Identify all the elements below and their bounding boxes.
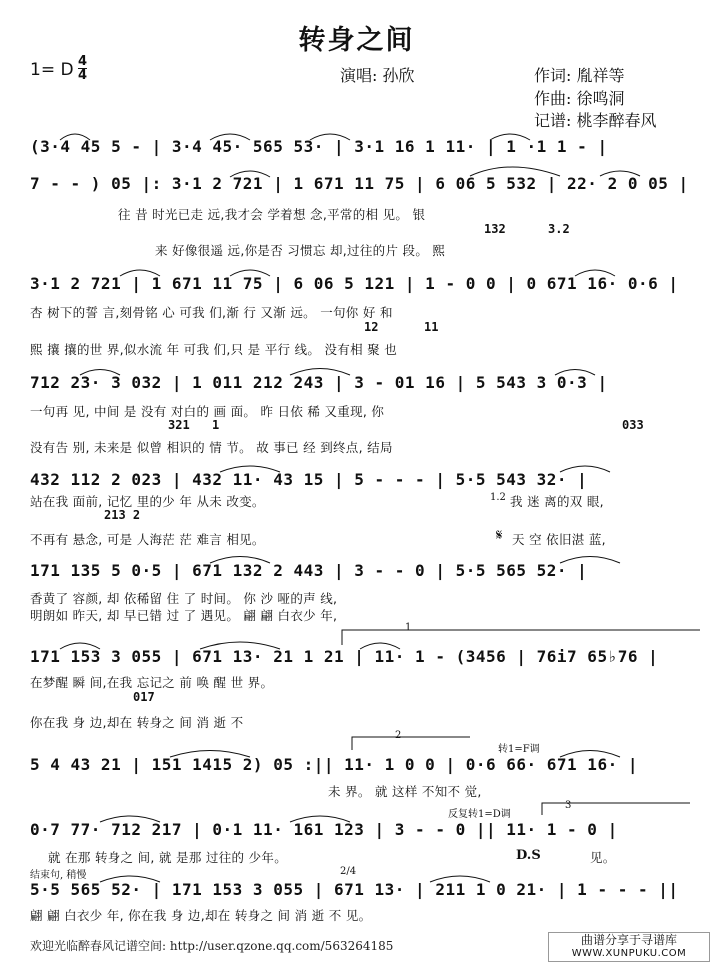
lyric-line-8: 你在我 身 边,却在 转身之 间 消 逝 不 — [30, 715, 244, 730]
slur-mark — [490, 134, 530, 140]
modulation-to-F: 转1=F调 — [498, 744, 540, 755]
slur-mark — [120, 270, 160, 276]
slur-mark — [360, 643, 400, 649]
slur-mark — [200, 642, 280, 649]
slur-mark — [600, 171, 640, 176]
slur-mark — [470, 167, 560, 176]
slur-mark — [555, 370, 595, 376]
slur-mark — [560, 557, 620, 564]
lyricist-credit: 作词: 胤祥等 — [534, 66, 625, 85]
alt-notes-4b: 1 — [212, 418, 220, 432]
welcome-footer: 欢迎光临醉春风记谱空间: http://user.qzone.qq.com/563264185 — [30, 939, 394, 953]
badge-line-2: WWW.XUNPUKU.COM — [571, 948, 687, 959]
lyric-line-6a: 香黄了 容颜, 却 依稀留 住 了 时间。 你 沙 哑的声 线, — [30, 591, 338, 606]
notation-line-10: 0·7 77· 712 217 | 0·1 11· 161 123 | 3 - - 0 || 11· 1 - 0 | — [30, 820, 618, 839]
slur-mark — [430, 876, 490, 882]
notation-line-3: 3·1 2 721 | 1 671 11 75 | 6 06 5 121 | 1 - 0 0 | 0 671 16· 0·6 | — [30, 274, 679, 293]
notation-line-1: (3·4 45 5 - | 3·4 45· 565 53· | 3·1 16 1 11· | 1 ·1 1 - | — [30, 137, 608, 156]
dal-segno-marker: D.S — [516, 848, 541, 863]
slur-mark — [230, 270, 270, 276]
volta-bracket-2 — [352, 737, 470, 750]
alt-notes-5: 213 2 — [104, 508, 141, 522]
notation-line-9: 5 4 43 21 | 151 1415 2) 05 :|| 11· 1 0 0 | 0·6 66· 671 16· | — [30, 755, 638, 774]
slur-mark — [100, 816, 160, 822]
song-title: 转身之间 — [298, 25, 415, 56]
lyric-line-5a: 站在我 面前, 记忆 里的少 年 从未 改变。 — [30, 494, 265, 509]
lyric-line-5a-verse: 我 迷 离的双 眼, — [510, 494, 604, 509]
alt-notes-4c: 033 — [622, 418, 644, 432]
slur-mark — [170, 751, 250, 758]
slur-mark — [210, 134, 250, 140]
lyric-line-4b: 没有告 别, 未来是 似曾 相识的 情 节。 故 事已 经 到终点, 结局 — [30, 440, 393, 455]
slur-mark — [290, 369, 350, 376]
alt-notes-4a: 321 — [168, 418, 190, 432]
transcriber-credit: 记谱: 桃李醉春风 — [534, 111, 657, 130]
time-sig-bottom: 4 — [78, 68, 88, 83]
lyric-line-5b: 不再有 悬念, 可是 人海茫 茫 难言 相见。 — [30, 532, 265, 547]
volta-2-label: 2 — [395, 730, 402, 741]
slur-mark — [290, 816, 350, 822]
notation-line-2: 7 - - ) 05 |: 3·1 2 721 | 1 671 11 75 | 6 06 5 532 | 22· 2 0 05 | — [30, 174, 689, 193]
lyric-line-7a: 在梦醒 瞬 间,在我 忘记之 前 唤 醒 世 界。 — [30, 675, 274, 690]
key-signature: 1= D — [30, 60, 74, 80]
lyric-line-6b: 明朗如 昨天, 却 早已错 过 了 遇见。 翩 翩 白衣少 年, — [30, 608, 338, 623]
time-sig-top: 4 — [78, 54, 88, 69]
time-change-2-4: 2/4 — [340, 866, 357, 877]
volta-1-label: 1 — [405, 622, 412, 633]
notation-line-5: 432 112 2 023 | 432 11· 43 15 | 5 - - - | 5·5 543 32· | — [30, 470, 588, 489]
notation-line-7: 171 153 3 055 | 671 13· 21 1 21 | 11· 1 - (3456 | 76i7 65♭76 | — [30, 647, 659, 666]
lyric-line-10: 就 在那 转身之 间, 就 是那 过往的 少年。 — [48, 850, 287, 865]
volta-1-2-label: 1.2 — [490, 492, 506, 503]
alt-notes-2a: 132 — [484, 222, 506, 236]
badge-line-1: 曲谱分享于寻谱库 — [580, 933, 677, 947]
slur-mark — [220, 466, 280, 472]
slur-mark — [560, 466, 610, 472]
slur-mark — [100, 876, 160, 882]
lyric-line-2b: 来 好像很遥 远,你是否 习惯忘 却,过往的片 段。 熙 — [155, 243, 446, 258]
lyric-line-3a: 杏 树下的誓 言,刻骨铭 心 可我 们,渐 行 又渐 远。 一句你 好 和 — [30, 305, 393, 320]
notation-line-4: 712 23· 3 032 | 1 011 212 243 | 3 - 01 16 | 5 543 3 0·3 | — [30, 373, 608, 392]
slur-mark — [230, 171, 270, 177]
modulation-to-D: 反复转1=D调 — [448, 809, 511, 820]
alt-notes-2b: 3.2 — [548, 222, 570, 236]
lyric-line-11: 翩 翩 白衣少 年, 你在我 身 边,却在 转身之 间 消 逝 不 见。 — [30, 908, 372, 923]
segno-icon: 𝄋 — [496, 526, 503, 544]
notation-line-6: 171 135 5 0·5 | 671 132 2 443 | 3 - - 0 | 5·5 565 52· | — [30, 561, 588, 580]
volta-bracket-3 — [542, 803, 690, 815]
lyric-line-4a: 一句再 见, 中间 是 没有 对白的 画 面。 昨 日依 稀 又重现, 你 — [30, 404, 385, 419]
notation-line-11: 5·5 565 52· | 171 153 3 055 | 671 13· | 211 1 0 21· | 1 - - - || — [30, 880, 679, 899]
lyric-line-3b: 熙 攘 攘的世 界,似水流 年 可我 们,只 是 平行 线。 没有相 聚 也 — [30, 342, 398, 357]
singer-credit: 演唱: 孙欣 — [340, 66, 415, 85]
slur-mark — [60, 643, 100, 649]
lyric-line-2a: 往 昔 时光已走 远,我才会 学着想 念,平常的相 见。 银 — [118, 207, 426, 222]
volta-3-label: 3 — [565, 800, 572, 811]
lyric-line-9: 未 界。 就 这样 不知不 觉, — [328, 784, 482, 799]
slur-mark — [310, 134, 350, 140]
alt-notes-7: 017 — [133, 690, 155, 704]
slur-mark — [60, 134, 90, 140]
composer-credit: 作曲: 徐鸣洞 — [534, 89, 625, 108]
slur-mark — [210, 557, 270, 564]
lyric-line-5b-verse: 天 空 依旧湛 蓝, — [512, 532, 606, 547]
ending-tempo-note: 结束句, 稍慢 — [30, 870, 87, 881]
volta-bracket-1 — [342, 630, 700, 645]
alt-notes-3a: 12 — [364, 320, 379, 334]
alt-notes-3b: 11 — [424, 320, 439, 334]
slur-mark — [575, 270, 615, 276]
lyric-line-10-end: 见。 — [590, 850, 616, 865]
slur-mark — [80, 370, 120, 376]
slur-mark — [560, 751, 620, 758]
